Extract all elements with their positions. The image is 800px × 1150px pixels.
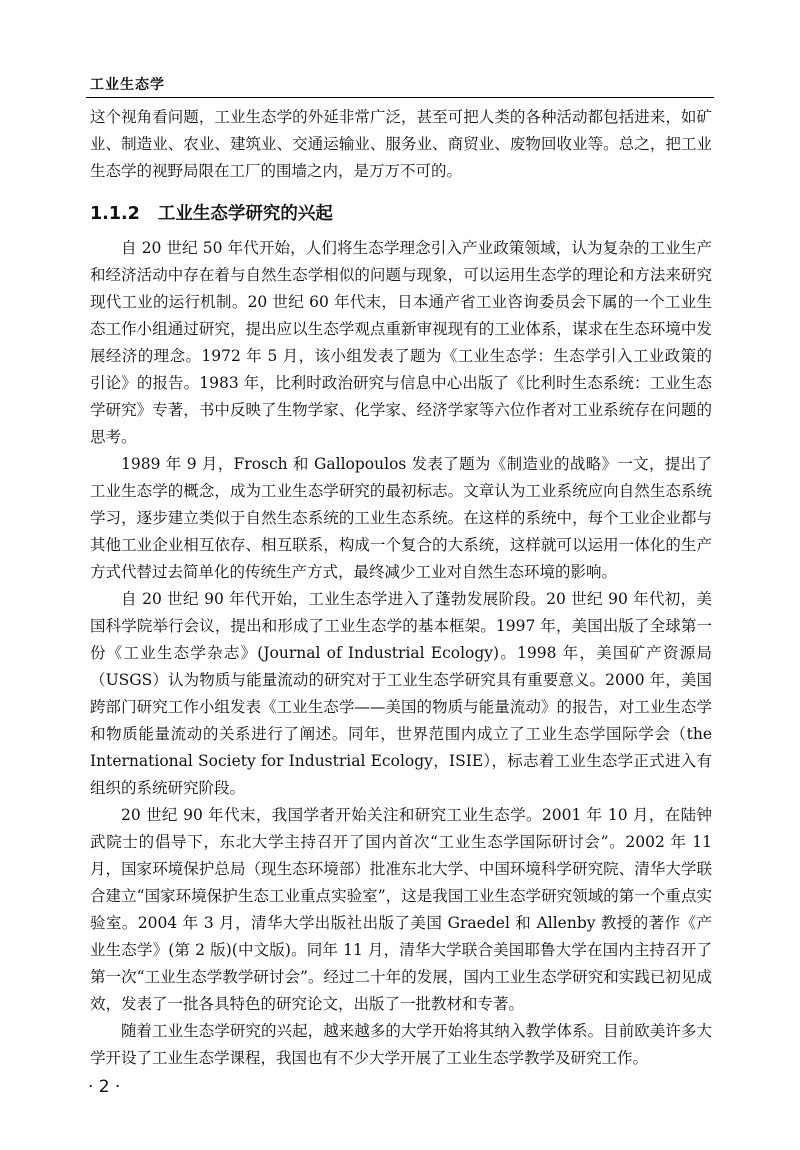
paragraph: 1989 年 9 月，Frosch 和 Gallopoulos 发表了题为《制造业的战略》一文，提出了工业生态学的概念，成为工业生态学研究的最初标志。文章认为工业系统应向自然生态系统学习，逐步建立类似于自然生态系统的工业生态系统。在这样的系统中，每个工业企业都与其他工业企业相互依存、相互联系，构成一个复合的大系统，这样就可以运用一体化的生产方式代替过去简单化的传统生产方式，最终减少工业对自然生态环境的影响。	[90, 455, 712, 581]
section-title: 工业生态学研究的兴起	[157, 204, 333, 224]
paragraph: 随着工业生态学研究的兴起，越来越多的大学开始将其纳入教学体系。目前欧美许多大学开设了工业生态学课程，我国也有不少大学开展了工业生态学教学及研究工作。	[90, 1022, 712, 1067]
paragraph: 20 世纪 90 年代末，我国学者开始关注和研究工业生态学。2001 年 10 月，在陆钟武院士的倡导下，东北大学主持召开了国内首次“工业生态学国际研讨会”。2002 年 11 月，国家环境保护总局（现生态环境部）批准东北大学、中国环境科学研究院、清华大学联合建立“国家环境保护生态工业重点实验室”，这是我国工业生态学研究领域的第一个重点实验室。2004 年 3 月，清华大学出版社出版了美国 Graedel 和 Allenby 教授的著作《产业生态学》(第 2 版)(中文版)。同年 11 月，清华大学联合美国耶鲁大学在国内主持召开了第一次“工业生态学教学研讨会”。经过二十年的发展，国内工业生态学研究和实践已初见成效，发表了一批各具特色的研究论文，出版了一批教材和专著。	[90, 806, 712, 1013]
paragraph: 自 20 世纪 90 年代开始，工业生态学进入了蓬勃发展阶段。20 世纪 90 年代初，美国科学院举行会议，提出和形成了工业生态学的基本框架。1997 年，美国出版了全球第一份《工业生态学杂志》(Journal of Industrial Ecology)。1998 年，美国矿产资源局（USGS）认为物质与能量流动的研究对于工业生态学研究具有重要意义。2000 年，美国跨部门研究工作小组发表《工业生态学——美国的物质与能量流动》的报告，对工业生态学和物质能量流动的关系进行了阐述。同年，世界范围内成立了工业生态学国际学会（the International Society for Industrial Ecology，ISIE），标志着工业生态学正式进入有组织的系统研究阶段。	[90, 590, 712, 797]
intro-paragraph: 这个视角看问题，工业生态学的外延非常广泛，甚至可把人类的各种活动都包括进来，如矿业、制造业、农业、建筑业、交通运输业、服务业、商贸业、废物回收业等。总之，把工业生态学的视野局限在工厂的围墙之内，是万万不可的。	[90, 108, 712, 180]
page-number: · 2 ·	[88, 1077, 121, 1097]
running-head: 工业生态学	[90, 77, 165, 93]
header-rule	[86, 97, 714, 98]
paragraph: 自 20 世纪 50 年代开始，人们将生态学理念引入产业政策领域，认为复杂的工业生产和经济活动中存在着与自然生态学相似的问题与现象，可以运用生态学的理论和方法来研究现代工业的运行机制。20 世纪 60 年代末，日本通产省工业咨询委员会下属的一个工业生态工作小组通过研究，提出应以生态学观点重新审视现有的工业体系，谋求在生态环境中发展经济的理念。1972 年 5 月，该小组发表了题为《工业生态学：生态学引入工业政策的引论》的报告。1983 年，比利时政治研究与信息中心出版了《比利时生态系统：工业生态学研究》专著，书中反映了生物学家、化学家、经济学家等六位作者对工业系统存在问题的思考。	[90, 239, 712, 446]
page-body	[90, 104, 712, 1072]
section-number: 1.1.2	[90, 204, 140, 224]
section-heading	[90, 199, 712, 229]
